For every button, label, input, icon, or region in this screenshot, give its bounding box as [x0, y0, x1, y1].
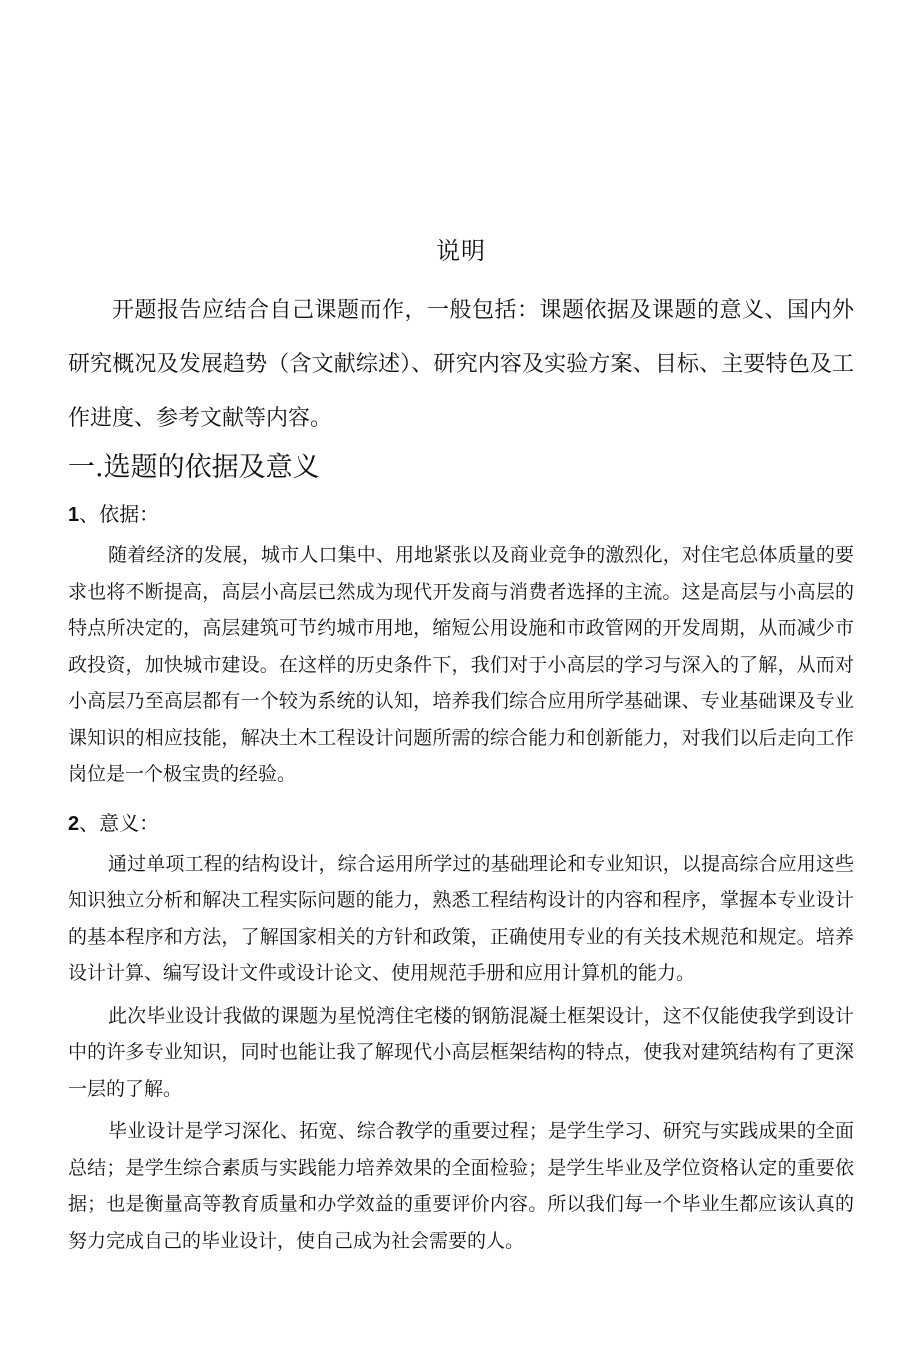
significance-paragraph: 此次毕业设计我做的课题为星悦湾住宅楼的钢筋混凝土框架设计，这不仅能使我学到设计中的许多专业知识，同时也能让我了解现代小高层框架结构的特点，使我对建筑结构有了更深一层的了解。: [68, 1004, 854, 1100]
significance-paragraph: 毕业设计是学习深化、拓宽、综合教学的重要过程；是学生学习、研究与实践成果的全面总结；是学生综合素质与实践能力培养效果的全面检验；是学生毕业及学位资格认定的重要依据；也是衡量高等教育质量和办学效益的重要评价内容。所以我们每一个毕业生都应该认真的努力完成自己的毕业设计，使自己成为社会需要的人。: [68, 1120, 854, 1252]
section-heading: 一.选题的依据及意义: [68, 452, 320, 483]
basis-paragraph: 随着经济的发展，城市人口集中、用地紧张以及商业竞争的激烈化，对住宅总体质量的要求也将不断提高，高层小高层已然成为现代开发商与消费者选择的主流。这是高层与小高层的特点所决定的，高层建筑可节约城市用地，缩短公用设施和市政管网的开发周期，从而减少市政投资，加快城市建设。在这样的历史条件下，我们对于小高层的学习与深入的了解，从而对小高层乃至高层都有一个较为系统的认知，培养我们综合应用所学基础课、专业基础课及专业课知识的相应技能，解决土木工程设计问题所需的综合能力和创新能力，对我们以后走向工作岗位是一个极宝贵的经验。: [68, 544, 854, 785]
significance-heading: [68, 805, 854, 842]
document-page: [68, 226, 854, 1265]
significance-number: 2: [68, 812, 80, 835]
basis-heading: [68, 496, 854, 533]
significance-label: 、意义：: [79, 810, 160, 835]
significance-paragraph: 通过单项工程的结构设计，综合运用所学过的基础理论和专业知识，以提高综合应用这些知识独立分析和解决工程实际问题的能力，熟悉工程结构设计的内容和程序，掌握本专业设计的基本程序和方法，了解国家相关的方针和政策，正确使用专业的有关技术规范和规定。培养设计计算、编写设计文件或设计论文、使用规范手册和应用计算机的能力。: [68, 852, 854, 984]
intro-paragraph: 开题报告应结合自己课题而作，一般包括：课题依据及课题的意义、国内外研究概况及发展趋势（含文献综述）、研究内容及实验方案、目标、主要特色及工作进度、参考文献等内容。: [68, 298, 854, 431]
page-title: 说明: [436, 237, 486, 265]
basis-label: 、依据：: [79, 502, 160, 526]
basis-number: 1: [68, 504, 80, 526]
